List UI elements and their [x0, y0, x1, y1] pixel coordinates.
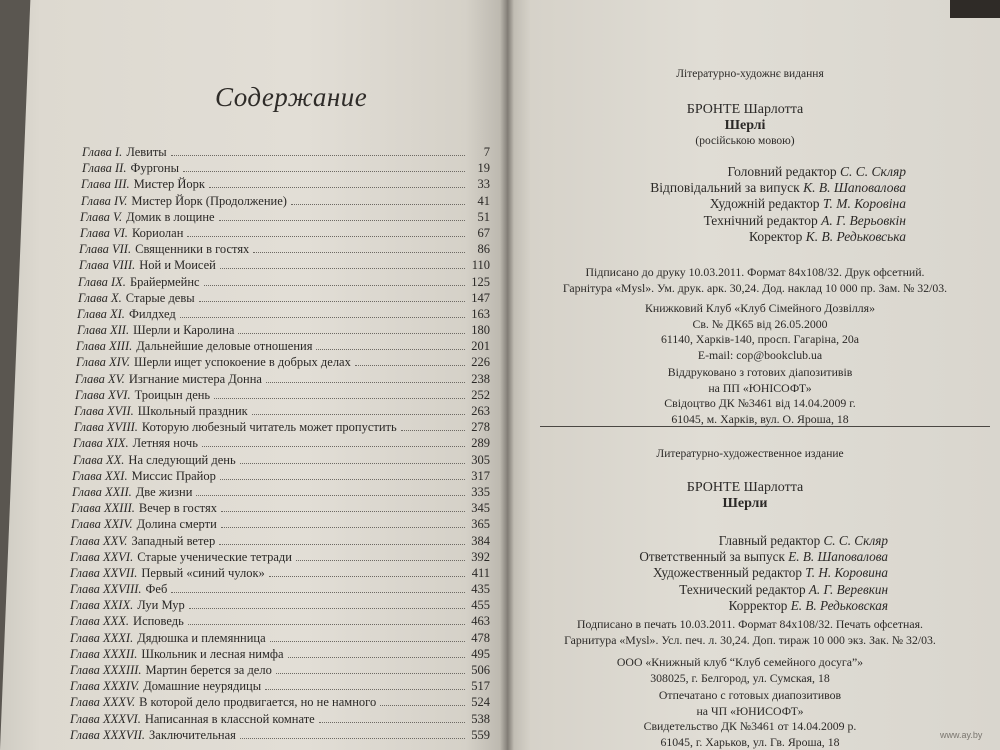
toc-leader-dots: [183, 170, 465, 172]
ru-author: БРОНТЕ Шарлотта: [686, 480, 804, 495]
toc-leader-dots: [316, 348, 465, 350]
credit-role: Технический редактор: [679, 581, 806, 597]
printer-line: 61045, г. Харьков, ул. Гв. Ярошa, 18: [660, 734, 840, 749]
toc-chapter-number: Глава XX.: [73, 452, 125, 467]
toc-leader-dots: [238, 332, 465, 334]
toc-chapter-number: Глава XXXV.: [70, 695, 136, 710]
toc-page-number: 365: [471, 517, 490, 532]
toc-page-number: 495: [471, 646, 490, 661]
watermark: www.ay.by: [940, 730, 983, 740]
toc-chapter-title: Написанная в классной комнате: [144, 711, 315, 726]
toc-chapter-number: Глава XXVI.: [70, 549, 134, 564]
toc-leader-dots: [219, 543, 465, 545]
toc-leader-dots: [214, 397, 465, 399]
toc-chapter-number: Глава I.: [82, 145, 123, 159]
ua-book-title: Шерлі: [724, 118, 766, 133]
toc-row: [79, 257, 490, 273]
toc-chapter-title: Шерли и Каролина: [133, 323, 235, 338]
toc-page-number: 19: [477, 161, 490, 176]
credit-line: [570, 533, 888, 549]
toc-leader-dots: [202, 445, 465, 447]
toc-row: [76, 338, 490, 354]
credit-role: Коректор: [748, 228, 803, 244]
publisher-line: 308025, г. Белгород, ул. Сумская, 18: [650, 670, 830, 685]
toc-chapter-title: Две жизни: [135, 484, 193, 499]
toc-chapter-title: Заключительная: [149, 727, 236, 742]
toc-page-number: 478: [471, 630, 490, 645]
toc-row: [73, 452, 490, 468]
toc-chapter-title: Старые ученические тетради: [137, 549, 292, 564]
toc-leader-dots: [188, 623, 465, 625]
toc-chapter-number: Глава XXXII.: [70, 646, 138, 661]
toc-row: [70, 613, 490, 629]
toc-chapter-number: Глава XVII.: [74, 404, 134, 418]
toc-row: [74, 419, 490, 435]
toc-chapter-number: Глава XV.: [75, 371, 125, 386]
toc-page-number: 263: [471, 404, 490, 418]
toc-page-number: 201: [471, 339, 490, 354]
credit-line: [586, 196, 906, 212]
toc-leader-dots: [253, 251, 465, 253]
toc-row: [80, 209, 490, 225]
toc-row: [70, 630, 490, 646]
toc-chapter-number: Глава XXX.: [70, 614, 130, 629]
toc-chapter-number: Глава XXXIV.: [70, 679, 140, 694]
toc-chapter-number: Глава XII.: [77, 323, 130, 338]
publisher-line: Св. № ДК65 від 26.05.2000: [692, 316, 828, 331]
toc-row: [82, 160, 490, 176]
toc-chapter-number: Глава IX.: [78, 274, 126, 289]
toc-leader-dots: [276, 672, 465, 674]
toc-chapter-title: Левиты: [126, 145, 167, 159]
toc-chapter-title: Домашние неурядицы: [143, 679, 262, 694]
credit-line: [570, 598, 888, 614]
toc-row: [82, 144, 490, 160]
toc-chapter-number: Глава XXIII.: [71, 501, 135, 516]
toc-chapter-title: Ной и Моисей: [139, 258, 216, 273]
printer-line: Отпечатано с готовых диапозитивов: [658, 688, 842, 702]
toc-chapter-number: Глава XI.: [77, 306, 125, 321]
toc-list: [70, 144, 490, 743]
credit-line: [570, 565, 888, 581]
toc-page-number: 517: [471, 679, 490, 694]
credit-line: [586, 213, 906, 229]
credit-name: Е. В. Шаповалова: [788, 549, 888, 565]
toc-page-number: 506: [471, 663, 490, 677]
toc-leader-dots: [355, 364, 465, 366]
printer-line: на ПП «ЮНІСОФТ»: [708, 380, 812, 395]
toc-leader-dots: [270, 640, 465, 642]
toc-page-number: 180: [471, 323, 490, 338]
ua-publisher: [540, 301, 980, 363]
toc-chapter-number: Глава XXI.: [72, 468, 128, 483]
toc-page-number: 163: [471, 306, 490, 321]
credit-line: [586, 180, 906, 196]
publisher-line: E-mail: cop@bookclub.ua: [697, 347, 823, 362]
ru-book-title: Шерли: [722, 496, 768, 511]
toc-row: [81, 176, 490, 192]
toc-chapter-title: Филдхед: [128, 306, 176, 321]
toc-chapter-title: Троицын день: [134, 387, 211, 402]
toc-page-number: 7: [483, 145, 490, 159]
toc-chapter-title: Домик в лощине: [126, 209, 215, 224]
toc-chapter-number: Глава XIX.: [73, 436, 129, 451]
toc-chapter-title: Долина смерти: [136, 517, 217, 532]
credit-name: Т. М. Коровіна: [822, 196, 906, 212]
toc-chapter-title: Миссис Прайор: [131, 468, 216, 483]
toc-leader-dots: [266, 381, 465, 383]
toc-chapter-title: Старые девы: [125, 290, 195, 305]
toc-chapter-title: Дядюшка и племянница: [137, 630, 266, 645]
ru-print-info: [540, 617, 960, 648]
toc-title: Содержание: [215, 82, 368, 112]
credit-line: [570, 549, 888, 565]
ru-printer: [540, 688, 960, 750]
toc-chapter-number: Глава X.: [78, 290, 122, 305]
toc-page-number: 392: [471, 549, 490, 564]
toc-chapter-title: Летняя ночь: [132, 436, 198, 451]
credit-role: Художній редактор: [709, 196, 820, 212]
toc-chapter-number: Глава XXII.: [72, 484, 132, 499]
toc-chapter-title: Фургоны: [130, 161, 179, 176]
toc-row: [75, 387, 490, 403]
toc-chapter-title: Шерли ищет успокоение в добрых делах: [133, 355, 351, 370]
toc-chapter-number: Глава VIII.: [79, 258, 136, 273]
toc-leader-dots: [221, 510, 465, 512]
background-edge: [950, 0, 1000, 18]
toc-leader-dots: [171, 154, 465, 156]
toc-page-number: 317: [471, 468, 490, 483]
toc-row: [77, 322, 490, 338]
toc-chapter-title: Брайермейнс: [129, 274, 200, 289]
toc-row: [74, 403, 490, 419]
toc-page-number: 238: [471, 371, 490, 386]
toc-page-number: 278: [471, 420, 490, 435]
print-info-line: Гарнитура «Mysl». Усл. печ. л. 30,24. Доп. тираж 10 000 экз. Зак. № 32/03.: [564, 632, 936, 647]
toc-leader-dots: [187, 235, 465, 237]
toc-chapter-number: Глава VI.: [80, 225, 128, 240]
toc-leader-dots: [180, 316, 465, 318]
publisher-line: 61140, Харків-140, просп. Гагаріна, 20а: [660, 332, 860, 346]
credit-role: Відповідальний за випуск: [650, 180, 800, 196]
credit-name: К. В. Шаповалова: [803, 180, 906, 196]
toc-leader-dots: [204, 284, 465, 286]
toc-chapter-number: Глава VII.: [79, 242, 132, 257]
toc-chapter-title: Мистер Йорк (Продолжение): [131, 193, 287, 208]
toc-leader-dots: [319, 721, 465, 723]
toc-row: [72, 484, 490, 500]
ua-print-info: [540, 265, 970, 296]
toc-leader-dots: [171, 591, 465, 593]
toc-chapter-title: На следующий день: [128, 452, 236, 467]
toc-chapter-number: Глава II.: [82, 161, 127, 176]
printer-line: Віддруковано з готових діапозитивів: [667, 365, 853, 379]
publisher-line: ООО «Книжный клуб “Клуб семейного досуга”»: [616, 655, 864, 669]
ua-author: БРОНТЕ Шарлотта: [686, 102, 804, 117]
ru-credits: [570, 533, 888, 614]
toc-row: [70, 533, 490, 549]
ua-edition-type: Літературно-художнє видання: [676, 68, 824, 80]
toc-row: [70, 678, 490, 694]
toc-chapter-title: Мартин берется за дело: [145, 663, 272, 677]
toc-leader-dots: [291, 203, 465, 205]
toc-chapter-number: Глава XXXVII.: [70, 727, 146, 742]
toc-page-number: 435: [471, 582, 490, 597]
printer-line: Свидетельство ДК №3461 от 14.04.2009 р.: [643, 719, 857, 733]
credit-role: Ответственный за выпуск: [639, 549, 785, 565]
toc-chapter-title: Мистер Йорк: [133, 177, 205, 192]
toc-row: [70, 711, 490, 727]
toc-chapter-title: Западный ветер: [131, 533, 216, 548]
toc-page-number: 125: [471, 274, 490, 289]
toc-chapter-number: Глава XXV.: [70, 533, 128, 548]
toc-page-number: 524: [471, 695, 490, 710]
credit-name: Т. Н. Коровина: [805, 565, 888, 581]
printer-line: 61045, м. Харків, вул. О. Яроша, 18: [671, 411, 849, 426]
credit-line: [570, 582, 888, 598]
toc-row: [77, 306, 490, 322]
toc-chapter-number: Глава XXXIII.: [70, 663, 142, 677]
print-info-line: Подписано в печать 10.03.2011. Формат 84x108/32. Печать офсетная.: [577, 617, 923, 631]
toc-leader-dots: [219, 219, 465, 221]
toc-chapter-title: Вечер в гостях: [138, 501, 217, 516]
toc-chapter-title: Дальнейшие деловые отношения: [136, 339, 313, 354]
toc-leader-dots: [189, 607, 465, 609]
toc-row: [70, 597, 490, 613]
toc-row: [71, 516, 490, 532]
toc-chapter-number: Глава XVIII.: [74, 420, 138, 435]
toc-row: [80, 225, 490, 241]
toc-chapter-number: Глава III.: [81, 177, 130, 192]
toc-row: [70, 694, 490, 710]
publisher-line: Книжковий Клуб «Клуб Сімейного Дозвілля»: [645, 301, 875, 315]
toc-row: [81, 193, 490, 209]
toc-page-number: 411: [471, 565, 490, 580]
toc-chapter-title: В которой дело продвигается, но не намного: [139, 695, 377, 710]
toc-row: [76, 354, 490, 370]
toc-leader-dots: [240, 737, 465, 739]
toc-chapter-title: Первый «синий чулок»: [141, 565, 265, 580]
toc-leader-dots: [401, 429, 465, 431]
toc-row: [78, 274, 490, 290]
toc-chapter-number: Глава XXVII.: [70, 565, 138, 580]
toc-row: [75, 371, 490, 387]
printer-line: Свідоцтво ДК №3461 від 14.04.2009 г.: [664, 396, 856, 410]
toc-page-number: 384: [471, 533, 490, 548]
section-divider: [540, 426, 990, 427]
ru-publisher: [540, 655, 940, 686]
credit-name: К. В. Редьковська: [805, 228, 906, 244]
toc-leader-dots: [252, 413, 465, 415]
toc-page-number: 67: [477, 225, 490, 240]
toc-page-number: 147: [471, 290, 490, 305]
toc-page-number: 559: [471, 727, 490, 742]
toc-leader-dots: [288, 656, 465, 658]
toc-chapter-title: Кориолан: [131, 225, 184, 240]
ua-printer: [540, 365, 980, 427]
toc-page-number: 455: [471, 598, 490, 613]
print-info-line: Підписано до друку 10.03.2011. Формат 84x108/32. Друк офсетний.: [585, 265, 925, 279]
toc-leader-dots: [221, 526, 465, 528]
toc-chapter-number: Глава IV.: [81, 193, 128, 208]
credit-name: Е. В. Редьковская: [790, 597, 888, 613]
toc-row: [70, 646, 490, 662]
toc-chapter-title: Феб: [145, 582, 168, 597]
credit-name: С. С. Скляр: [839, 164, 906, 179]
toc-chapter-title: Которую любезный читатель может пропустить: [141, 420, 397, 435]
toc-chapter-number: Глава XXXI.: [70, 630, 134, 645]
toc-chapter-number: Глава V.: [80, 209, 123, 224]
toc-chapter-number: Глава XXVIII.: [70, 582, 142, 597]
toc-page-number: 110: [471, 258, 490, 273]
toc-row: [78, 290, 490, 306]
print-info-line: Гарнітура «Mysl». Ум. друк. арк. 30,24. Дод. наклад 10 000 пр. Зам. № 32/03.: [562, 280, 948, 295]
toc-chapter-title: Школьник и лесная нимфа: [141, 646, 284, 661]
toc-leader-dots: [296, 559, 465, 561]
toc-chapter-number: Глава XIII.: [76, 339, 133, 354]
printer-line: на ЧП «ЮНИСОФТ»: [696, 703, 804, 718]
toc-chapter-title: Исповедь: [133, 614, 184, 629]
toc-leader-dots: [265, 688, 465, 690]
credit-name: А. Г. Верьовкін: [821, 212, 906, 228]
toc-row: [71, 500, 490, 516]
book-gutter: [500, 0, 514, 750]
toc-chapter-title: Луи Мур: [137, 598, 185, 613]
toc-row: [70, 662, 490, 678]
toc-row: [70, 727, 490, 743]
toc-page-number: 226: [471, 355, 490, 370]
credit-line: [586, 164, 906, 180]
credit-line: [586, 229, 906, 245]
toc-page-number: 252: [471, 387, 490, 402]
toc-page-number: 33: [477, 177, 490, 192]
credit-role: Художественный редактор: [652, 565, 802, 581]
toc-leader-dots: [199, 300, 465, 302]
toc-chapter-number: Глава XIV.: [76, 355, 130, 370]
toc-chapter-number: Глава XXIV.: [71, 517, 133, 532]
toc-leader-dots: [269, 575, 465, 577]
toc-chapter-number: Глава XXXVI.: [70, 711, 141, 726]
toc-page-number: 289: [471, 436, 490, 451]
credit-role: Головний редактор: [727, 164, 837, 179]
toc-row: [70, 581, 490, 597]
toc-leader-dots: [196, 494, 465, 496]
toc-row: [72, 468, 490, 484]
toc-chapter-title: Священники в гостях: [135, 242, 250, 257]
toc-leader-dots: [209, 186, 465, 188]
toc-page-number: 41: [477, 193, 490, 208]
toc-page-number: 51: [477, 209, 490, 224]
toc-leader-dots: [220, 478, 465, 480]
toc-chapter-number: Глава XXIX.: [70, 598, 134, 613]
toc-leader-dots: [220, 267, 465, 269]
credit-role: Технічний редактор: [703, 212, 818, 228]
toc-row: [79, 241, 490, 257]
toc-page-number: 86: [477, 242, 490, 257]
credit-name: С. С. Скляр: [823, 533, 888, 548]
credit-role: Главный редактор: [718, 533, 821, 548]
toc-page-number: 463: [471, 614, 490, 629]
toc-leader-dots: [240, 462, 465, 464]
toc-leader-dots: [380, 704, 465, 706]
toc-row: [73, 435, 490, 451]
toc-row: [70, 549, 490, 565]
credit-name: А. Г. Веревкин: [808, 581, 888, 597]
toc-page-number: 305: [471, 452, 490, 467]
ru-edition-type: Литературно-художественное издание: [656, 448, 844, 460]
toc-page-number: 345: [471, 501, 490, 516]
toc-chapter-title: Школьный праздник: [137, 404, 248, 418]
ua-language-note: (російською мовою): [695, 135, 795, 147]
toc-page-number: 538: [471, 711, 490, 726]
toc-chapter-number: Глава XVI.: [75, 387, 131, 402]
toc-row: [70, 565, 490, 581]
ua-credits: [586, 164, 906, 245]
credit-role: Корректор: [728, 597, 788, 613]
toc-page-number: 335: [471, 484, 490, 499]
toc-chapter-title: Изгнание мистера Донна: [128, 371, 262, 386]
